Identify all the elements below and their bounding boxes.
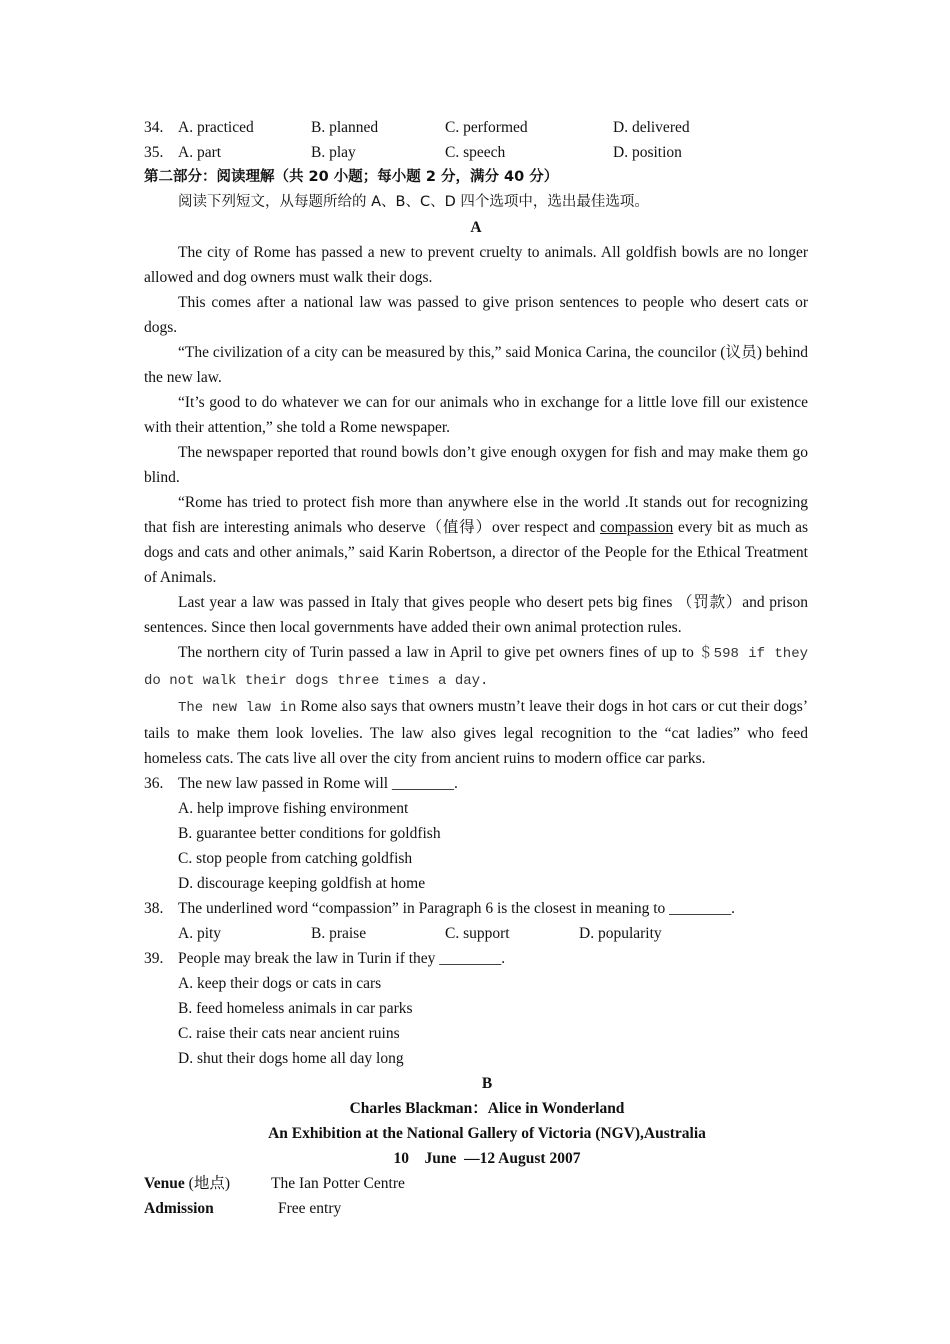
option-a: A. part — [178, 144, 222, 161]
question-38-options — [144, 921, 808, 946]
passage-a-paragraph-3: “The civilization of a city can be measured by this,” said Monica Carina, the councilor (议员) behind the new law. — [144, 344, 808, 386]
question-34 — [144, 115, 808, 140]
q39-option-a: A. keep their dogs or cats in cars — [178, 975, 382, 992]
exhibition-subtitle: An Exhibition at the National Gallery of Victoria (NGV),Australia — [268, 1125, 706, 1142]
q36-option-a: A. help improve fishing environment — [178, 800, 409, 817]
option-b: B. planned — [311, 119, 379, 136]
question-number: 38. — [144, 900, 164, 917]
p6-text-after: every bit as much as dogs and cats and other animals,” said Karin Robertson, a director of the People for the Ethical Treatment of Animals. — [144, 519, 808, 586]
exhibition-title: Charles Blackman：Alice in Wonderland — [349, 1100, 625, 1117]
p8-text-serif: The northern city of Turin passed a law in April to give pet owners fines of up to — [178, 644, 699, 661]
part2-heading: 第二部分：阅读理解（共 20 小题；每小题 2 分，满分 40 分） — [144, 169, 559, 185]
venue-label: Venue — [144, 1175, 185, 1192]
part2-instruction: 阅读下列短文，从每题所给的 A、B、C、D 四个选项中，选出最佳选项。 — [178, 194, 649, 210]
p9-text-serif: Rome also says that owners mustn’t leave their dogs in hot cars or cut their dogs’ tails to make them look lovelies. The law also gives legal recognition to the “cat ladies” who feed homeless cats. The cats live all over the city from ancient ruins to modern office car parks. — [144, 698, 809, 767]
option-a: A. pity — [178, 925, 222, 942]
question-number: 35. — [144, 144, 164, 161]
question-number: 36. — [144, 775, 164, 792]
passage-a-paragraph-6 — [144, 490, 808, 590]
venue-row — [144, 1171, 808, 1196]
admission-label: Admission — [144, 1200, 214, 1217]
q39-option-d: D. shut their dogs home all day long — [178, 1050, 404, 1067]
admission-value: Free entry — [278, 1200, 342, 1217]
question-number: 39. — [144, 950, 164, 967]
passage-a-paragraph-9 — [144, 694, 808, 771]
passage-b-letter: B — [481, 1075, 493, 1092]
passage-a-paragraph-2: This comes after a national law was passed to give prison sentences to people who desert cats or dogs. — [144, 294, 808, 336]
question-38-stem — [144, 896, 808, 921]
option-d: D. delivered — [613, 119, 690, 136]
question-stem: People may break the law in Turin if they ________. — [178, 950, 506, 967]
exhibition-dates: 10 June —12 August 2007 — [393, 1150, 581, 1167]
question-39-stem — [144, 946, 808, 971]
question-35 — [144, 140, 808, 165]
exam-page — [144, 115, 808, 1221]
option-b: B. play — [311, 144, 356, 161]
q36-option-d: D. discourage keeping goldfish at home — [178, 875, 426, 892]
passage-a-paragraph-8 — [144, 640, 808, 694]
p6-text-before: “Rome has tried to protect fish more than anywhere else in the world .It stands out for recognizing that fish are interesting animals who deserve（值得）over respect and — [144, 494, 808, 536]
option-d: D. position — [613, 144, 682, 161]
question-stem: The new law passed in Rome will ________. — [178, 775, 458, 792]
passage-a-paragraph-1: The city of Rome has passed a new to prevent cruelty to animals. All goldfish bowls are no longer allowed and dog owners must walk their dogs. — [144, 244, 808, 286]
p8-text-mono: ＄598 if they do not walk their dogs three times a day. — [144, 646, 808, 689]
option-c: C. support — [445, 925, 510, 942]
venue-value: The Ian Potter Centre — [271, 1175, 405, 1192]
option-a: A. practiced — [178, 119, 254, 136]
option-d: D. popularity — [579, 925, 662, 942]
passage-a-paragraph-7: Last year a law was passed in Italy that gives people who desert pets big fines （罚款）and prison sentences. Since then local governments have added their own animal protection rules. — [144, 594, 808, 636]
option-c: C. performed — [445, 119, 528, 136]
question-stem: The underlined word “compassion” in Paragraph 6 is the closest in meaning to ________. — [178, 900, 736, 917]
admission-row — [144, 1196, 808, 1221]
question-36-stem — [144, 771, 808, 796]
passage-a-letter: A — [470, 219, 482, 236]
q36-option-c: C. stop people from catching goldfish — [178, 850, 413, 867]
underlined-word-compassion: compassion — [600, 519, 674, 536]
venue-note: (地点) — [184, 1175, 230, 1192]
p9-text-mono: The new law in — [178, 700, 297, 716]
q36-option-b: B. guarantee better conditions for goldfish — [178, 825, 441, 842]
passage-a-paragraph-5: The newspaper reported that round bowls don’t give enough oxygen for fish and may make them go blind. — [144, 444, 808, 486]
option-c: C. speech — [445, 144, 506, 161]
q39-option-b: B. feed homeless animals in car parks — [178, 1000, 413, 1017]
q39-option-c: C. raise their cats near ancient ruins — [178, 1025, 400, 1042]
option-b: B. praise — [311, 925, 367, 942]
question-number: 34. — [144, 119, 164, 136]
passage-a-paragraph-4: “It’s good to do whatever we can for our animals who in exchange for a little love fill our existence with their attention,” she told a Rome newspaper. — [144, 394, 808, 436]
